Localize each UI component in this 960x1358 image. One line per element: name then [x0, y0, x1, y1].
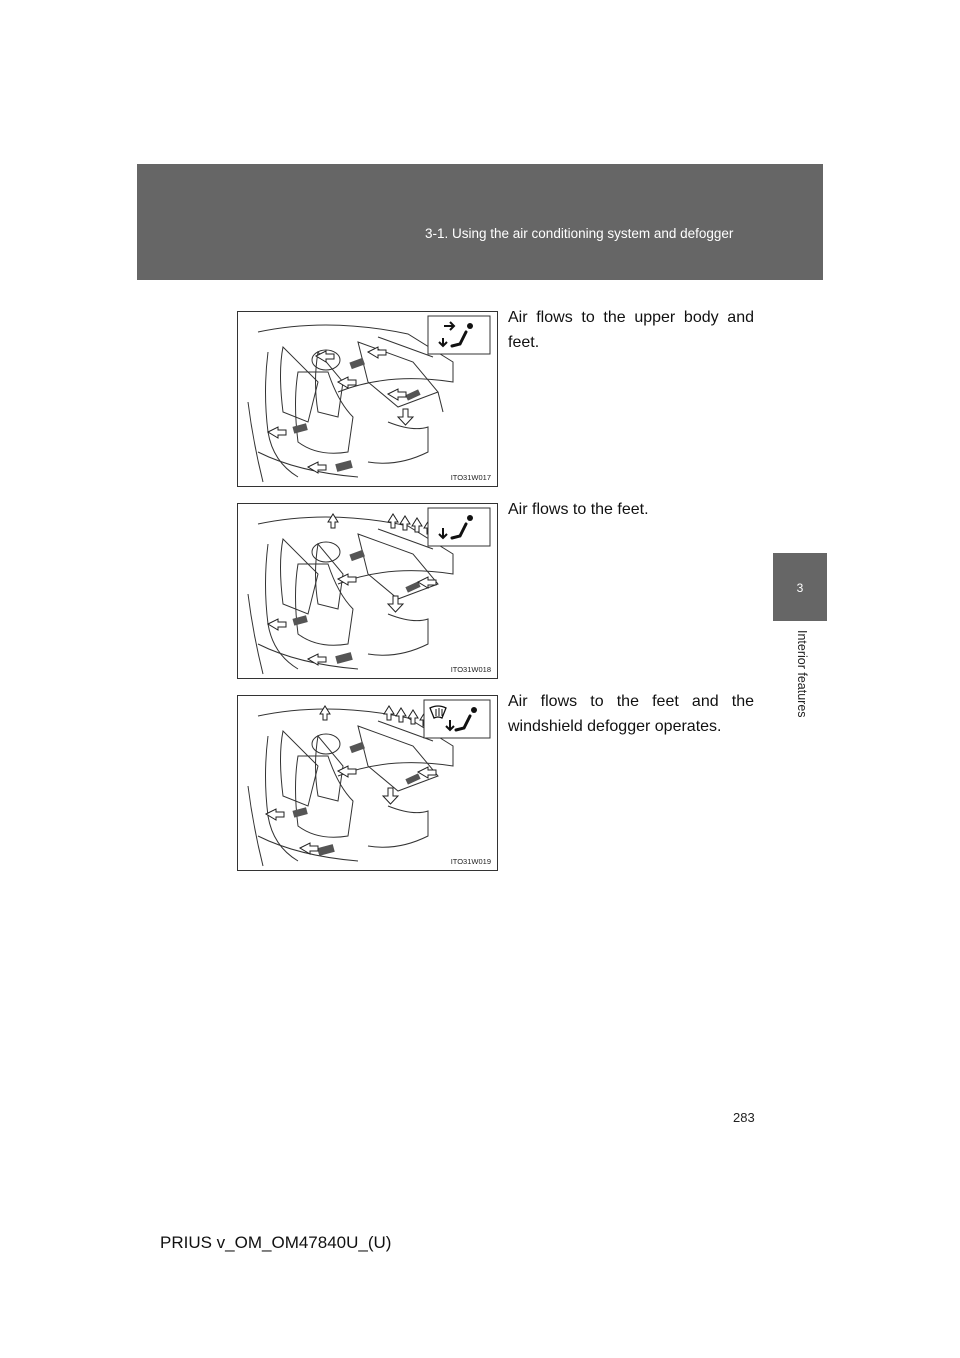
feet-mode-icon: [428, 508, 490, 546]
figure-code: ITO31W019: [450, 857, 491, 866]
figure-description: Air flows to the feet and the windshield defogger operates.: [508, 693, 754, 735]
chapter-label: Interior features: [795, 630, 809, 718]
chapter-number: 3: [796, 581, 804, 595]
section-title: 3-1. Using the air conditioning system and defogger: [425, 226, 734, 241]
figure-code: ITO31W017: [450, 473, 491, 482]
figure-upper-body-and-feet: [237, 311, 498, 487]
header-band: [137, 164, 823, 280]
page-number: 283: [733, 1110, 755, 1125]
figure-feet: [237, 503, 498, 679]
car-interior-illustration: [238, 696, 497, 870]
figure-code: ITO31W018: [450, 665, 491, 674]
figure-description: Air flows to the upper body and feet.: [508, 309, 754, 351]
chapter-tab: [773, 553, 827, 621]
upper-body-and-feet-mode-icon: [428, 316, 490, 354]
feet-and-defogger-mode-icon: [424, 700, 490, 738]
document-id: PRIUS v_OM_OM47840U_(U): [160, 1233, 392, 1252]
figure-feet-and-defogger: [237, 695, 498, 871]
figure-description: Air flows to the feet.: [508, 501, 649, 518]
car-interior-illustration: [238, 312, 497, 486]
car-interior-illustration: [238, 504, 497, 678]
